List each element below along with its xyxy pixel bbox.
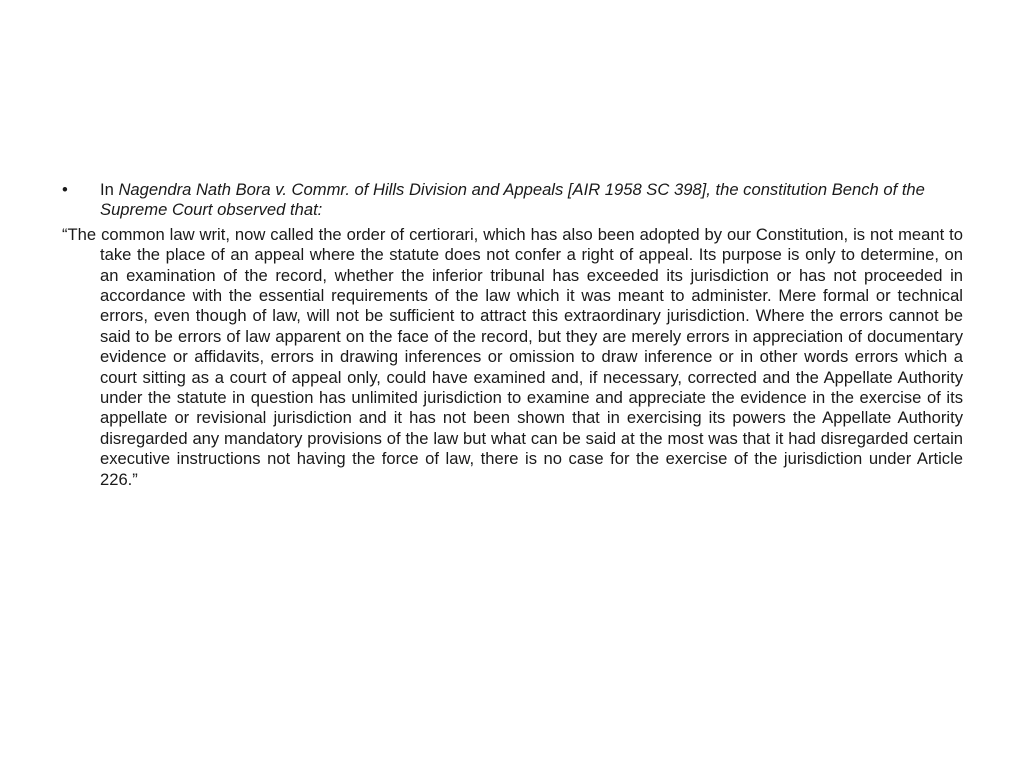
bullet-text	[100, 180, 963, 221]
slide-content	[62, 180, 963, 507]
intro-prefix: In	[100, 180, 119, 199]
case-citation: Nagendra Nath Bora v. Commr. of Hills Division and Appeals [AIR 1958 SC 398], the constitution Bench of the Supreme Court observed that:	[100, 180, 925, 220]
bullet-marker: •	[62, 180, 68, 199]
bullet-item	[62, 180, 963, 221]
quoted-judgment: “The common law writ, now called the order of certiorari, which has also been adopted by our Constitution, is not meant to take the place of an appeal where the statute does not confer a right of appeal. Its purpose is only to determine, on an examination of the record, whether the inferior tribunal has exceeded its jurisdiction or has not proceeded in accordance with the essential requirements of the law which it was meant to administer. Mere formal or technical errors, even though of law, will not be sufficient to attract this extraordinary jurisdiction. Where the errors cannot be said to be errors of law apparent on the face of the record, but they are merely errors in appreciation of documentary evidence or affidavits, errors in drawing inferences or omission to draw inference or in other words errors which a court sitting as a court of appeal only, could have examined and, if necessary, corrected and the Appellate Authority under the statute in question has unlimited jurisdiction to examine and appreciate the evidence in the exercise of its appellate or revisional jurisdiction and it has not been shown that in exercising its powers the Appellate Authority disregarded any mandatory provisions of the law but what can be said at the most was that it had disregarded certain executive instructions not having the force of law, there is no case for the exercise of the jurisdiction under Article 226.”	[62, 224, 963, 489]
